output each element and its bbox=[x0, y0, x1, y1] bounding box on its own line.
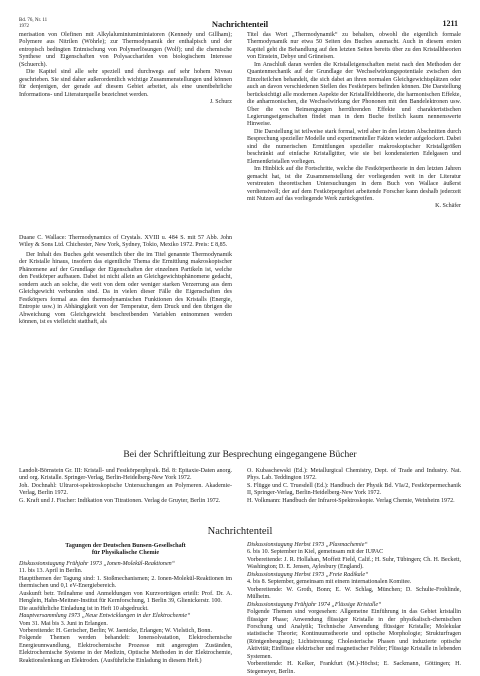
event-text: Vom 31. Mai bis 3. Juni in Erlangen. bbox=[19, 620, 108, 627]
news-right-column bbox=[247, 542, 461, 676]
journal-reference bbox=[19, 18, 47, 30]
book-reference: Duane C. Wallace: Thermodynamics of Crystals. XVIII u. 484 S. mit 57 Abb. John Wiley & Sons Ltd. Chichester, New York, Sydney, Tokio, Mexiko 1972. Preis: £ 8,85. bbox=[19, 235, 232, 249]
reviewer-signature: J. Schurz bbox=[209, 99, 232, 106]
event-text: 4. bis 8. September, gemeinsam mit einem internationalen Komitee. bbox=[247, 579, 412, 586]
event-title: Diskussionstagung Herbst 1973 „Plasmachemie“ bbox=[247, 542, 368, 548]
event-title: Hauptversammlung 1973 „Neue Entwicklungen in der Elektrochemie“ bbox=[19, 613, 191, 620]
page-number: 1211 bbox=[442, 19, 458, 28]
paragraph: Der Inhalt des Buches geht wesentlich über die im Titel genannte Thermodynamik der Kristalle hinaus, insofern das eigentliche Thema die Ermittlung makroskopischer Phänomene auf der Grundlage der Eigenschaften der einzelnen Partikeln ist, welche den Festkörper aufbauen. Dabei ist nicht allein an Gleichgewichtsphänomene gedacht, sondern auch an solche, die weit von dem oder weniger starken Verzerrung aus dem Gleichgewicht verbunden sind. Da in vielen dieser Fälle die Eigenschaften des Festkörpers formal aus den thermodynamischen Funktionen des Kristalls (Energie, Entropie usw.) in Abhängigkeit von der Temperatur, dem Druck und den übrigen die Abweichung vom Gleichgewicht beschreibenden Variablen entnommen werden können, ist es vielleicht statthaft, als bbox=[19, 251, 232, 325]
volume-issue: Bd. 76, Nr. 11 bbox=[19, 18, 48, 23]
event-text: Hauptthemen der Tagung sind: 1. Stoßmechanismen; 2. Ionen-Molekül-Reaktionen im thermischen und 0,1 eV-Energiebereich. bbox=[19, 575, 232, 590]
received-books-right bbox=[247, 468, 461, 505]
reviewer-signature: K. Schäfer bbox=[435, 203, 461, 210]
event-text: Die ausführliche Einladung ist in Heft 10 abgedruckt. bbox=[19, 605, 149, 612]
paragraph: Im Hinblick auf die Fortschritte, welche die Festkörpertheorie in den letzten Jahren gemacht hat, ist die Zusammenstellung der vorliegenden weit in der Literatur verstreuten theoretischen Untersuchungen in dem Buch von Wallace äußerst verdienstvoll; der auf dem Festkörpergebiet arbeitende Forscher kann deshalb jederzeit mit Nutzen auf das vorliegende Werk zurückgreifen. bbox=[247, 166, 461, 202]
event-text: Auskunft betr. Teilnahme und Anmeldungen von Kurzvorträgen erteilt: Prof. Dr. A. Henglein, Hahn-Meitner-Institut für Kernforschung, 1 Berlin 39, Glienickerstr. 100. bbox=[19, 590, 232, 605]
book-entry: Joh. Dochnahl: Ultrarot-spektroskopische Untersuchungen an Polymeren. Akademie-Verlag, Berlin 1972. bbox=[19, 482, 232, 497]
paragraph: Die Kapitel sind alle sehr speziell und durchwegs auf sehr hohem Niveau geschrieben. Sie sind daher außerordentlich wichtige Zusammenstellungen und können für denjenigen, der gerade auf diesem Gebiet arbeitet, als eine unentbehrliche Informations- und Literaturquelle bezeichnet werden. bbox=[19, 69, 232, 98]
book-entry: Landolt-Börnstein Gr. III: Kristall- und Festkörperphysik. Bd. 8: Epitaxie-Daten anorg. und org. Kristalle. Springer-Verlag, Berlin-Heidelberg-New York 1972. bbox=[19, 468, 232, 482]
book-review bbox=[19, 235, 232, 326]
event-text: Vorbereitende: H. Kelker, Frankfurt (M.)-Höchst; E. Sackmann, Göttingen; H. Stegemeyer, Berlin. bbox=[247, 661, 461, 675]
book-entry: G. Kraft und J. Fischer: Indikation von Titrationen. Verlag de Gruyter, Berlin 1972. bbox=[19, 497, 221, 504]
paragraph: Im Anschluß daran werden die Kristalleigenschaften meist nach den Methoden der Quantenmechanik auf der Grundlage der Wechselwirkungspotentiale zwischen den Einzelteilchen behandelt, die sich dabei an ihren normalen Gleichgewichtsplätzen oder auch an davon verschiedenen Stellen des Festkörpers befinden können. Die Darstellung berücksichtigt alle modernen Aspekte der Kristallfeldtheorie, die harmonischen Effekte, die anharmonischen, die Wechselwirkung der Phononen mit den Bandelektronen usw. Über die von Beimengungen herrührenden Effekte und charakteristischen Legierungseigenschaften findet man in dem Buche freilich kaum nennenswerte Hinweise. bbox=[247, 61, 461, 128]
received-books-heading: Bei der Schriftleitung zur Besprechung eingegangene Bücher bbox=[123, 450, 357, 460]
book-entry: O. Kubaschewski (Ed.): Metallurgical Chemistry, Dept. of Trade and Industry. Nat. Phys. Lab. Teddington 1972. bbox=[247, 468, 461, 482]
society-heading: Tagungen der Deutschen Bunsen-Gesellschaft für Physikalische Chemie bbox=[65, 542, 186, 557]
event-title: Diskussionstagung Frühjahr 1974 „Flüssige Kristalle“ bbox=[247, 601, 382, 608]
event-text: 11. bis 13. April in Berlin. bbox=[19, 568, 83, 575]
paragraph: Titel das Wort „Thermodynamik“ zu behalten, obwohl die eigentlich formale Thermodynamik nur etwa 50 Seiten des Buches ausmacht. Auch in diesem ersten Kapitel geht die Behandlung auf den letzten Seiten bereits über zu den Kristalltheorien von Einstein, Debye und Grüneisen. bbox=[247, 32, 461, 61]
event-title: Diskussionstagung Frühjahr 1973 „Ionen-Molekül-Reaktionen“ bbox=[19, 560, 176, 567]
received-books-left bbox=[19, 468, 232, 505]
year: 1972 bbox=[19, 24, 29, 29]
book-entry: S. Flügge und C. Truesdell (Ed.): Handbuch der Physik Bd. VIa/2, Festkörpermechanik II, Springer-Verlag, Berlin-Heidelberg-New York 1972. bbox=[247, 482, 461, 497]
event-text: Folgende Themen werden behandelt: Ionensolvatation, Elektrochemische Energieumwandlung, Elektrochemische Prozesse mit angeregten Zuständen, Elektrochemische Systeme in der Medizin, Optische Methoden in der Elektrochemie, Reaktionslenkung an Elektroden. (Ausführliche Einladung in diesem Heft.) bbox=[19, 635, 232, 664]
paragraph: merisation von Olefinen mit Alkylaluminiumiminiatoren (Kennedy und Gillham); Polymere aus Nitrilen (Wöhrle); zur Thermodynamik der enthalpisch und der entropisch bedingten Entmischung von Polymerlösungen (Wolf); und die chemische Synthese und Eigenschaften von Polysacchariden von biologischem Interesse (Schuerch). bbox=[19, 32, 232, 68]
book-entry: H. Volkmann: Handbuch der Infrarot-Spektroskopie. Verlag Chemie, Weinheim 1972. bbox=[247, 497, 455, 504]
event-text: Vorbereitende: J. R. Hollahan, Moffett Field, Calif.; H. Suhr, Tübingen; Ch. H. Beckett, Washington; D. E. Jensen, Aylesbury (England). bbox=[247, 556, 461, 571]
event-text: Vorbereitende: H. Gerischer, Berlin; W. Jaenicke, Erlangen; W. Vielstich, Bonn. bbox=[19, 627, 212, 634]
news-section-heading: Nachrichtenteil bbox=[207, 526, 273, 537]
event-title: Diskussionstagung Herbst 1973 „Freie Radikale“ bbox=[247, 571, 369, 578]
event-text: Folgende Themen sind vorgesehen: Allgemeine Einführung in das Gebiet kristallin flüssiger Phase; Anwendung flüssiger Kristalle in der physikalisch-chemischen Forschung und Analytik; Technische Anwendung flüssiger Kristalle; Molekular statistische Theorie; Kontinuumstheorie und optische Morphologie; Strukturfragen (Röntgenbeugung); Lichtstreuung; Cholesterische Phasen und induzierte optische Aktivität; Einflüsse elektrischer und magnetischer Felder; Flüssige Kristalle in lebenden Systemen. bbox=[247, 609, 461, 660]
paragraph: Die Darstellung ist teilweise stark formal, wird aber in den letzten Abschnitten durch Besprechung spezieller Modelle und experimenteller Fakten wieder aufgelockert. Dabei sind die numerischen Ermittlungen spezieller makroskopischer Kristallgrößen beschränkt auf einfache Kristallgitter, wie sie bei kondensierten Edelgasen und Elementkristallen vorliegen. bbox=[247, 128, 461, 165]
news-left-column bbox=[19, 542, 232, 665]
event-text: 6. bis 10. September in Kiel, gemeinsam mit der IUPAC bbox=[247, 549, 384, 556]
column-right-top bbox=[247, 32, 461, 211]
running-header: Nachrichtenteil bbox=[211, 19, 269, 29]
event-text: Vorbereitende: W. Groth, Bonn; E. W. Schlag, München; D. Schulte-Frohlinde, Mülheim. bbox=[247, 586, 461, 601]
column-left-top bbox=[19, 32, 232, 107]
